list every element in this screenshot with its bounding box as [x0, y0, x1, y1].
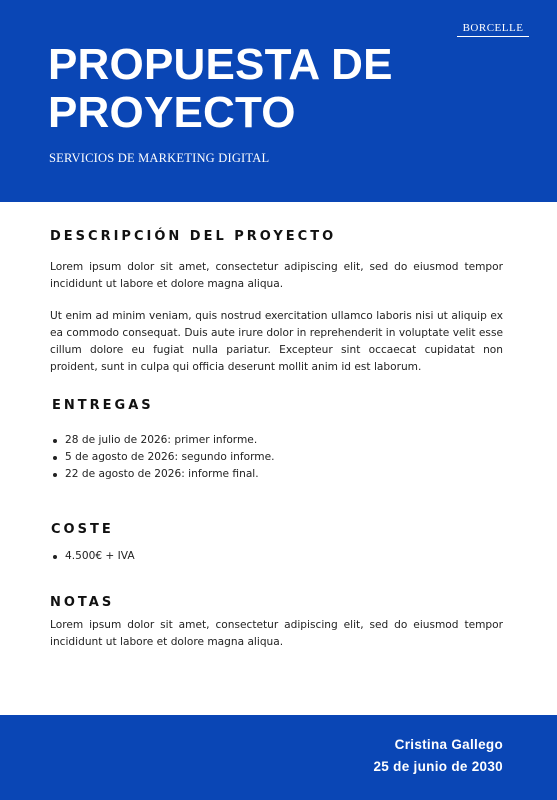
brand-logo: BORCELLE [457, 22, 529, 37]
section-notes [50, 594, 503, 651]
section-heading-deliverables: ENTREGAS [52, 398, 154, 413]
header-banner [0, 0, 557, 202]
description-paragraph-2: Ut enim ad minim veniam, quis nostrud exercitation ullamco laboris nisi ut aliquip ex ea commodo consequat. Duis aute irure dolor in reprehenderit in voluptate velit esse cillum dolore eu fugiat nulla pariatur. Excepteur sint occaecat cupidatat non proident, sunt in culpa qui officia deserunt mollit anim id est laborum. [50, 310, 503, 373]
section-heading-cost: COSTE [51, 522, 114, 537]
notes-paragraph: Lorem ipsum dolor sit amet, consectetur adipiscing elit, sed do eiusmod tempor incididunt ut labore et dolore magna aliqua. [50, 619, 503, 648]
author-name: Cristina Gallego [394, 737, 503, 752]
section-description [50, 228, 503, 376]
document-date: 25 de junio de 2030 [373, 759, 503, 774]
section-cost [50, 521, 503, 565]
section-heading-description: DESCRIPCIÓN DEL PROYECTO [50, 229, 337, 244]
list-item: 4.500€ + IVA [50, 548, 503, 565]
main-content [50, 228, 503, 651]
page-subtitle: SERVICIOS DE MARKETING DIGITAL [49, 151, 270, 165]
description-paragraph-1: Lorem ipsum dolor sit amet, consectetur adipiscing elit, sed do eiusmod tempor incididunt ut labore et dolore magna aliqua. [50, 261, 503, 290]
section-heading-notes: NOTAS [50, 595, 115, 610]
footer-banner [0, 715, 557, 800]
list-item: 22 de agosto de 2026: informe final. [50, 466, 275, 483]
list-item: 5 de agosto de 2026: segundo informe. [50, 449, 275, 466]
cost-list [50, 548, 503, 565]
list-item: 28 de julio de 2026: primer informe. [50, 432, 275, 449]
page-title: PROPUESTA DE PROYECTO [48, 40, 393, 137]
deliverables-list [50, 432, 275, 483]
section-deliverables [50, 397, 503, 483]
